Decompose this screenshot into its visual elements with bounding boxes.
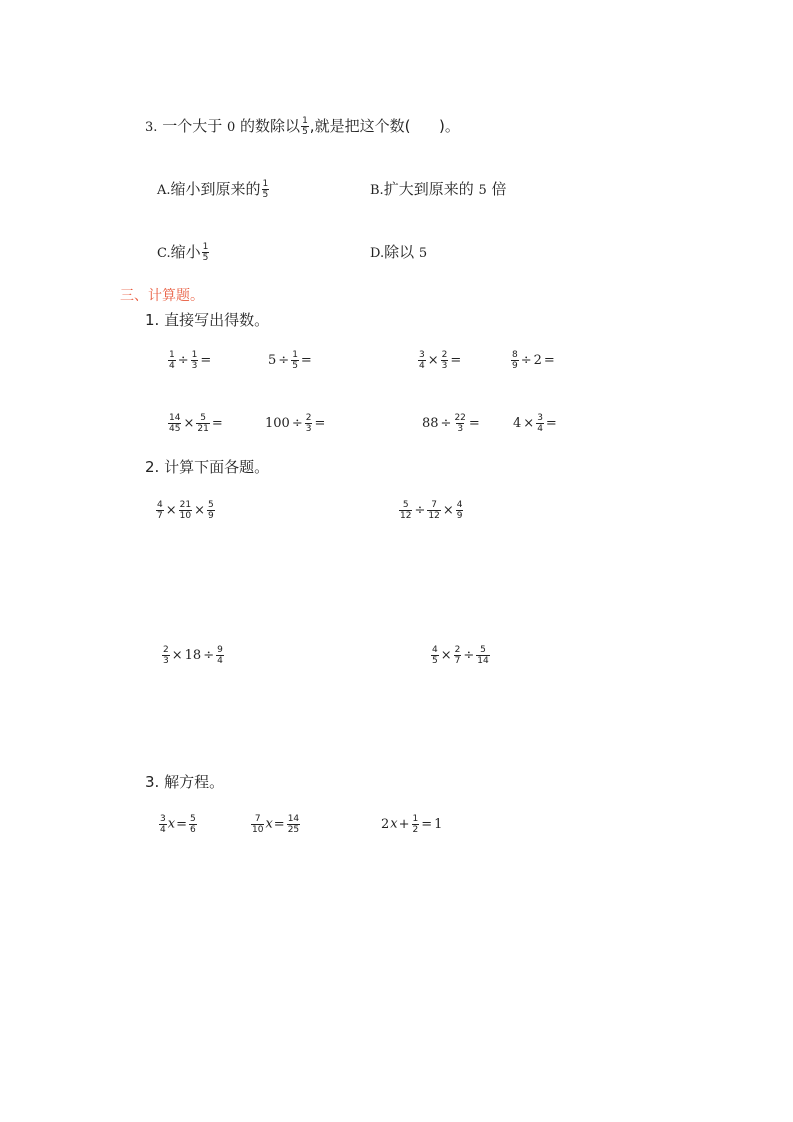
expr-1-6: 100 ÷ $\frac{2}{3}$ =: [265, 413, 326, 434]
expr-2-4: $\frac{4}{5}$ × $\frac{2}{7}$ ÷ $\frac{5}{14}$: [432, 645, 489, 666]
expr-2-3: $\frac{2}{3}$ × 18 ÷ $\frac{9}{4}$: [163, 645, 223, 666]
part-3-title: 3. 解方程。: [145, 773, 225, 791]
expr-1-7: 88 ÷ $\frac{22}{3}$ =: [422, 413, 480, 434]
question-3-stem: 3. 一个大于 0 的数除以 $\frac{1}{5}$ ,就是把这个数( )。: [145, 116, 460, 137]
option-c[interactable]: C.缩小 $\frac{1}{5}$: [157, 242, 209, 263]
expr-1-3: $\frac{3}{4}$ × $\frac{2}{3}$ =: [419, 350, 462, 371]
fraction: $\frac{1}{5}$: [202, 242, 209, 263]
option-a[interactable]: A.缩小到原来的 $\frac{1}{5}$: [157, 179, 269, 200]
part-2-title: 2. 计算下面各题。: [145, 458, 270, 476]
expr-1-5: $\frac{14}{45}$ × $\frac{5}{21}$ =: [169, 413, 223, 434]
expr-2-1: $\frac{4}{7}$ × $\frac{21}{10}$ × $\frac{5}{9}$: [157, 500, 214, 521]
expr-1-1: $\frac{1}{4}$ ÷ $\frac{1}{3}$ =: [169, 350, 212, 371]
answer-blank[interactable]: [410, 117, 439, 135]
expr-1-4: $\frac{8}{9}$ ÷ 2 =: [512, 350, 555, 371]
equation-3: 2x+ $\frac{1}{2}$ = 1: [381, 814, 443, 835]
option-d[interactable]: D.除以 5: [370, 243, 428, 261]
expr-2-2: $\frac{5}{12}$ ÷ $\frac{7}{12}$ × $\frac{4}{9}$: [400, 500, 463, 521]
option-b[interactable]: B.扩大到原来的 5 倍: [370, 180, 507, 198]
expr-1-8: 4 × $\frac{3}{4}$ =: [513, 413, 557, 434]
equation-2: $\frac{7}{10}$ x= $\frac{14}{25}$: [252, 814, 300, 835]
equation-1: $\frac{3}{4}$ x= $\frac{5}{6}$: [160, 814, 196, 835]
section-title: 三、计算题。: [120, 288, 204, 304]
expr-1-2: 5 ÷ $\frac{1}{5}$ =: [268, 350, 312, 371]
part-1-title: 1. 直接写出得数。: [145, 311, 270, 329]
fraction: $\frac{1}{5}$: [302, 116, 308, 137]
fraction: $\frac{1}{5}$: [262, 179, 269, 200]
